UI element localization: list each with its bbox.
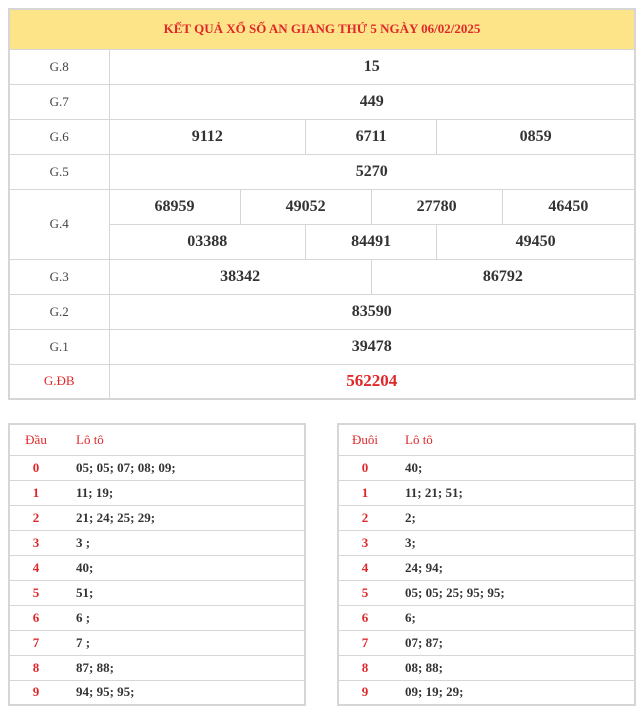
dau-key: 1 [9,480,62,505]
prize-number: 39478 [109,329,635,364]
prize-number: 449 [109,84,635,119]
prize-label: G.4 [9,189,109,259]
prize-label: G.8 [9,49,109,84]
prize-number: 6711 [306,119,437,154]
duoi-key: 2 [338,505,391,530]
dau-loto-values: 3 ; [62,530,305,555]
prize-number: 0859 [437,119,635,154]
duoi-row [338,555,635,580]
duoi-row [338,505,635,530]
prize-number: 9112 [109,119,306,154]
prize-row-special [9,364,635,399]
prize-row-g7 [9,84,635,119]
duoi-row [338,655,635,680]
duoi-row [338,605,635,630]
prize-row-g4 [9,189,635,224]
prize-row-g3 [9,259,635,294]
prize-label: G.7 [9,84,109,119]
dau-row [9,555,305,580]
prize-label: G.5 [9,154,109,189]
duoi-row [338,455,635,480]
dau-loto-values: 11; 19; [62,480,305,505]
loto-header: Lô tô [62,424,305,455]
duoi-loto-values: 40; [391,455,635,480]
duoi-row [338,530,635,555]
dau-key: 7 [9,630,62,655]
dau-row [9,505,305,530]
special-prize-label: G.ĐB [9,364,109,399]
prize-number: 86792 [371,259,635,294]
dau-loto-values: 7 ; [62,630,305,655]
dau-loto-values: 40; [62,555,305,580]
prize-number: 15 [109,49,635,84]
dau-row [9,680,305,705]
prize-row-g1 [9,329,635,364]
dau-row [9,530,305,555]
prize-number: 49450 [437,224,635,259]
dau-row [9,630,305,655]
duoi-key: 4 [338,555,391,580]
duoi-loto-values: 05; 05; 25; 95; 95; [391,580,635,605]
dau-loto-values: 05; 05; 07; 08; 09; [62,455,305,480]
duoi-loto-values: 3; [391,530,635,555]
dau-key: 3 [9,530,62,555]
duoi-row [338,580,635,605]
dau-row [9,455,305,480]
dau-loto-values: 51; [62,580,305,605]
dau-loto-values: 87; 88; [62,655,305,680]
duoi-key: 0 [338,455,391,480]
dau-key: 2 [9,505,62,530]
prize-number: 84491 [306,224,437,259]
duoi-row [338,480,635,505]
prize-number: 27780 [371,189,502,224]
results-table [8,8,636,400]
duoi-loto-values: 6; [391,605,635,630]
dau-row [9,605,305,630]
duoi-loto-table [337,423,636,706]
prize-row-g8 [9,49,635,84]
duoi-loto-values: 09; 19; 29; [391,680,635,705]
duoi-row [338,680,635,705]
prize-number: 49052 [240,189,371,224]
prize-label: G.2 [9,294,109,329]
prize-number: 46450 [502,189,635,224]
prize-row-g6 [9,119,635,154]
loto-header: Lô tô [391,424,635,455]
duoi-key: 9 [338,680,391,705]
dau-loto-table [8,423,306,706]
special-prize-number: 562204 [109,364,635,399]
dau-key: 4 [9,555,62,580]
dau-header: Đầu [9,424,62,455]
duoi-key: 3 [338,530,391,555]
prize-number: 68959 [109,189,240,224]
dau-key: 0 [9,455,62,480]
prize-row-g5 [9,154,635,189]
dau-loto-values: 6 ; [62,605,305,630]
dau-loto-values: 94; 95; 95; [62,680,305,705]
duoi-loto-values: 24; 94; [391,555,635,580]
results-title: KẾT QUẢ XỔ SỐ AN GIANG THỨ 5 NGÀY 06/02/2025 [9,9,635,49]
prize-number: 38342 [109,259,371,294]
duoi-key: 6 [338,605,391,630]
duoi-loto-values: 07; 87; [391,630,635,655]
prize-number: 83590 [109,294,635,329]
duoi-loto-values: 11; 21; 51; [391,480,635,505]
dau-key: 8 [9,655,62,680]
duoi-key: 8 [338,655,391,680]
duoi-key: 5 [338,580,391,605]
dau-row [9,655,305,680]
duoi-loto-values: 08; 88; [391,655,635,680]
prize-number: 03388 [109,224,306,259]
dau-row [9,580,305,605]
duoi-header: Đuôi [338,424,391,455]
dau-row [9,480,305,505]
prize-number: 5270 [109,154,635,189]
dau-loto-values: 21; 24; 25; 29; [62,505,305,530]
dau-key: 5 [9,580,62,605]
dau-key: 6 [9,605,62,630]
duoi-loto-values: 2; [391,505,635,530]
prize-label: G.1 [9,329,109,364]
duoi-key: 1 [338,480,391,505]
prize-row-g2 [9,294,635,329]
duoi-row [338,630,635,655]
dau-key: 9 [9,680,62,705]
duoi-key: 7 [338,630,391,655]
prize-label: G.6 [9,119,109,154]
prize-label: G.3 [9,259,109,294]
